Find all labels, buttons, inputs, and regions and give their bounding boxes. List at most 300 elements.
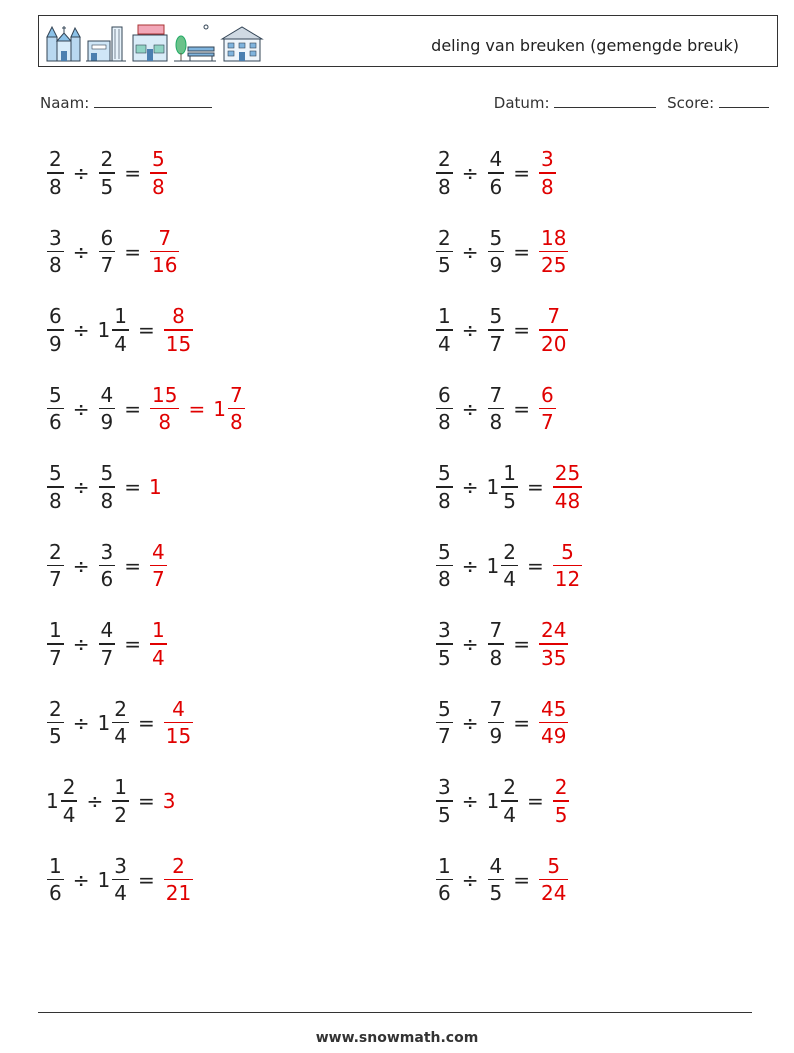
numerator: 24 [541,618,567,643]
answer [538,697,569,749]
answer-value [213,383,245,435]
equals-sign: = [124,239,141,264]
numerator: 1 [503,461,516,486]
denominator: 5 [49,724,62,749]
answer-value [552,540,583,592]
fraction-bar [488,329,505,331]
fraction-bar [47,722,64,724]
operand-b [487,383,506,435]
numerator: 7 [489,696,503,721]
denominator: 15 [165,724,192,749]
answer [149,147,168,199]
problem-item [46,612,168,676]
problem-item [46,298,194,362]
fraction [436,147,453,199]
fraction-bar [539,251,568,253]
fraction-bar [436,565,453,567]
fraction [164,854,193,906]
divide-sign: ÷ [72,867,90,892]
problem-item [46,220,180,284]
operand-a [46,383,65,435]
date-label: Datum: [493,94,550,112]
problem-item [46,848,194,912]
denominator: 4 [438,331,451,356]
answer-value [163,304,194,356]
operand-b [98,226,117,278]
name-label: Naam: [40,94,90,112]
divide-sign: ÷ [461,710,479,735]
numerator: 3 [438,775,451,800]
numerator: 5 [100,461,114,486]
date-score-field [494,93,769,112]
fraction-bar [99,486,116,488]
problem-item [46,377,246,441]
whole-number: 1 [46,789,59,813]
fraction [436,461,453,513]
fraction-bar [99,565,116,567]
denominator: 8 [158,410,172,435]
fraction-bar [488,722,505,724]
fraction-bar [99,643,116,645]
fraction-bar [488,879,505,881]
denominator: 8 [49,253,62,278]
answer-integer: 3 [162,789,176,813]
operand-b [487,854,506,906]
fraction [436,226,453,278]
fraction-bar [47,251,64,253]
numerator: 2 [49,147,62,172]
fraction-bar [436,643,453,645]
fraction-bar [488,251,505,253]
numerator: 5 [438,461,451,486]
denominator: 5 [489,881,503,906]
denominator: 5 [554,802,568,827]
numerator: 1 [438,304,451,329]
numerator: 6 [100,225,114,250]
denominator: 8 [489,410,503,435]
numerator: 2 [49,539,62,564]
fraction-bar [99,251,116,253]
numerator: 6 [438,382,451,407]
operand-a [435,775,454,827]
denominator: 8 [438,410,451,435]
answer [149,475,162,499]
equals-sign: = [124,396,141,421]
denominator: 9 [489,724,503,749]
denominator: 8 [541,174,554,199]
fraction [112,697,129,749]
denominator: 25 [541,253,567,278]
fraction-bar [150,565,167,567]
denominator: 4 [152,645,165,670]
operand-a [46,697,65,749]
operand-a [435,304,454,356]
numerator: 2 [554,775,568,800]
equals-sign: = [137,710,155,735]
denominator: 9 [49,331,62,356]
denominator: 7 [49,645,62,670]
numerator: 6 [541,382,554,407]
answer [163,304,194,356]
fraction [47,304,64,356]
answer-value [538,147,557,199]
fraction [501,775,518,827]
fraction-bar [436,486,453,488]
operand-a [46,540,65,592]
answer [538,618,569,670]
footer-url: www.snowmath.com [315,1030,479,1046]
answer-value [149,147,168,199]
numerator: 1 [438,853,451,878]
divide-sign: ÷ [72,475,90,499]
denominator: 4 [503,567,516,592]
fraction [150,147,167,199]
answer [163,854,194,906]
equals-sign: = [526,475,544,499]
denominator: 6 [49,881,62,906]
denominator: 8 [49,488,62,513]
operand-a [46,775,78,827]
school-building-icon [220,23,264,63]
name-field [40,93,212,112]
operand-b [487,540,519,592]
whole-number: 1 [486,789,500,813]
operand-a [46,304,65,356]
operand-a [46,854,65,906]
fraction-bar [112,722,129,724]
answer-value [149,540,168,592]
operand-a [46,226,65,278]
denominator: 12 [554,567,581,592]
problem-item [46,534,168,598]
date-line[interactable] [554,93,656,108]
divide-sign: ÷ [72,239,90,264]
answer [163,697,194,749]
denominator: 4 [503,802,516,827]
fraction-bar [539,643,568,645]
fraction [150,226,179,278]
denominator: 2 [114,802,127,827]
operand-b [111,775,130,827]
operand-b [487,775,519,827]
answer-value [538,304,569,356]
denominator: 6 [438,881,451,906]
fraction [61,775,78,827]
answer [149,226,180,278]
operand-b [98,147,117,199]
fraction [99,540,116,592]
numerator: 7 [158,225,172,250]
fraction-bar [47,565,64,567]
numerator: 4 [100,618,114,643]
numerator: 3 [438,618,451,643]
answer [163,789,176,813]
operand-a [435,461,454,513]
denominator: 16 [152,253,178,278]
fraction [99,618,116,670]
office-building-icon [86,23,126,63]
church-icon [44,23,82,63]
equals-sign: = [124,161,141,185]
numerator: 1 [49,853,62,878]
whole-number: 1 [213,396,226,421]
numerator: 2 [438,225,451,250]
operand-a [435,697,454,749]
fraction-bar [150,643,167,645]
numerator: 2 [62,775,76,800]
fraction [539,226,568,278]
operand-a [46,147,65,199]
denominator: 35 [541,645,567,670]
numerator: 2 [438,147,451,172]
answer [552,775,571,827]
divide-sign: ÷ [461,789,479,813]
fraction-bar [539,329,568,331]
park-bench-icon [174,23,216,63]
denominator: 8 [438,488,451,513]
score-label: Score: [667,94,715,112]
numerator: 3 [49,225,62,250]
denominator: 5 [438,253,451,278]
numerator: 1 [152,618,165,643]
fraction [501,540,518,592]
fraction [47,854,64,906]
equals-sign: = [513,161,530,185]
equals-sign: = [513,710,530,735]
operand-a [435,854,454,906]
equals-sign: = [124,632,141,656]
problem-item [435,848,569,912]
fraction-bar [553,486,582,488]
fraction [47,697,64,749]
operand-b [98,854,130,906]
whole-number: 1 [97,318,111,342]
operand-a [435,147,454,199]
denominator: 15 [165,331,192,356]
shop-icon [130,23,170,63]
fraction-bar [539,879,568,881]
denominator: 7 [541,410,554,435]
fraction [436,540,453,592]
fraction [112,854,129,906]
answer [149,618,168,670]
answer-value [149,226,180,278]
operand-b [98,697,130,749]
operand-a [46,618,65,670]
fraction [228,383,245,435]
problem-item [435,612,569,676]
header-icons [44,21,264,63]
fraction-bar [436,800,453,802]
divide-sign: ÷ [72,710,90,735]
fraction [553,461,582,513]
answer [538,226,569,278]
answer-value [149,618,168,670]
whole-number: 1 [486,475,500,499]
answer-value [163,789,176,813]
denominator: 21 [165,881,192,906]
denominator: 7 [100,645,114,670]
answer-value [149,383,180,435]
denominator: 9 [100,410,114,435]
divide-sign: ÷ [461,318,479,342]
fraction-bar [488,172,505,174]
problem-item [435,377,557,441]
denominator: 6 [100,567,114,592]
fraction [47,618,64,670]
fraction-bar [164,329,193,331]
numerator: 18 [541,225,567,250]
divide-sign: ÷ [86,789,104,813]
fraction [99,147,116,199]
fraction-bar [47,879,64,881]
fraction-bar [436,251,453,253]
numerator: 5 [49,382,62,407]
fraction [488,854,505,906]
denominator: 8 [438,567,451,592]
fraction-bar [553,800,570,802]
fraction [150,540,167,592]
fraction-bar [501,565,518,567]
operand-b [98,304,130,356]
denominator: 20 [541,331,567,356]
denominator: 49 [541,724,567,749]
fraction [539,147,556,199]
divide-sign: ÷ [72,632,90,656]
equals-sign: = [188,396,206,421]
answer-value [163,854,194,906]
fraction [112,304,129,356]
numerator: 1 [114,304,127,329]
footer-divider [38,1012,752,1013]
fraction [112,775,129,827]
fraction [539,697,568,749]
numerator: 1 [49,618,62,643]
answer [552,540,583,592]
denominator: 8 [489,645,503,670]
fraction-bar [501,800,518,802]
fraction [436,775,453,827]
numerator: 5 [49,461,62,486]
fraction [539,854,568,906]
denominator: 5 [503,488,516,513]
equals-sign: = [124,553,141,578]
denominator: 7 [100,253,114,278]
divide-sign: ÷ [461,475,479,499]
denominator: 7 [49,567,62,592]
problem-item [46,455,162,519]
fraction-bar [553,565,582,567]
denominator: 4 [114,724,127,749]
numerator: 4 [489,147,503,172]
fraction [488,383,505,435]
denominator: 6 [489,174,503,199]
answer [538,383,557,435]
problem-item [435,455,583,519]
denominator: 5 [438,645,451,670]
fraction [47,461,64,513]
fraction [553,540,582,592]
operand-b [487,226,506,278]
equals-sign: = [124,475,141,499]
fraction-bar [150,172,167,174]
numerator: 5 [438,539,451,564]
fraction [501,461,518,513]
fraction-bar [61,800,78,802]
divide-sign: ÷ [461,239,479,264]
operand-b [98,383,117,435]
denominator: 4 [114,881,127,906]
equals-sign: = [137,789,155,813]
numerator: 7 [229,382,243,407]
numerator: 2 [503,775,516,800]
operand-b [487,697,506,749]
denominator: 8 [152,174,165,199]
operand-a [435,226,454,278]
fraction [99,461,116,513]
denominator: 4 [62,802,76,827]
numerator: 4 [489,853,503,878]
denominator: 48 [554,488,581,513]
fraction [47,540,64,592]
fraction-bar [47,329,64,331]
numerator: 7 [489,618,503,643]
numerator: 45 [541,696,567,721]
numerator: 5 [489,304,503,329]
divide-sign: ÷ [461,396,479,421]
denominator: 7 [438,724,451,749]
operand-b [487,147,506,199]
fraction [436,383,453,435]
operand-b [98,461,117,513]
answer [538,854,569,906]
whole-number: 1 [486,553,500,578]
numerator: 3 [100,539,114,564]
header-box [38,15,778,67]
problem-item [435,534,583,598]
numerator: 2 [114,696,127,721]
answer [149,383,180,435]
worksheet-title: deling van breuken (gemengde breuk) [431,36,739,55]
denominator: 24 [541,881,567,906]
operand-b [98,618,117,670]
fraction [539,304,568,356]
problem-item [46,691,194,755]
fraction [150,618,167,670]
divide-sign: ÷ [72,318,90,342]
divide-sign: ÷ [72,553,90,578]
answer-value [552,775,571,827]
numerator: 3 [114,853,127,878]
equals-sign: = [526,789,544,813]
fraction [164,697,193,749]
fraction [436,618,453,670]
name-line[interactable] [94,93,212,108]
fraction-bar [112,800,129,802]
numerator: 1 [114,775,127,800]
divide-sign: ÷ [461,553,479,578]
operand-b [487,304,506,356]
fraction-bar [501,486,518,488]
fraction [436,304,453,356]
denominator: 7 [489,331,503,356]
score-line[interactable] [719,93,769,108]
fraction [99,226,116,278]
fraction-bar [436,879,453,881]
problem-item [435,769,570,833]
equals-sign: = [513,396,530,421]
fraction [488,304,505,356]
